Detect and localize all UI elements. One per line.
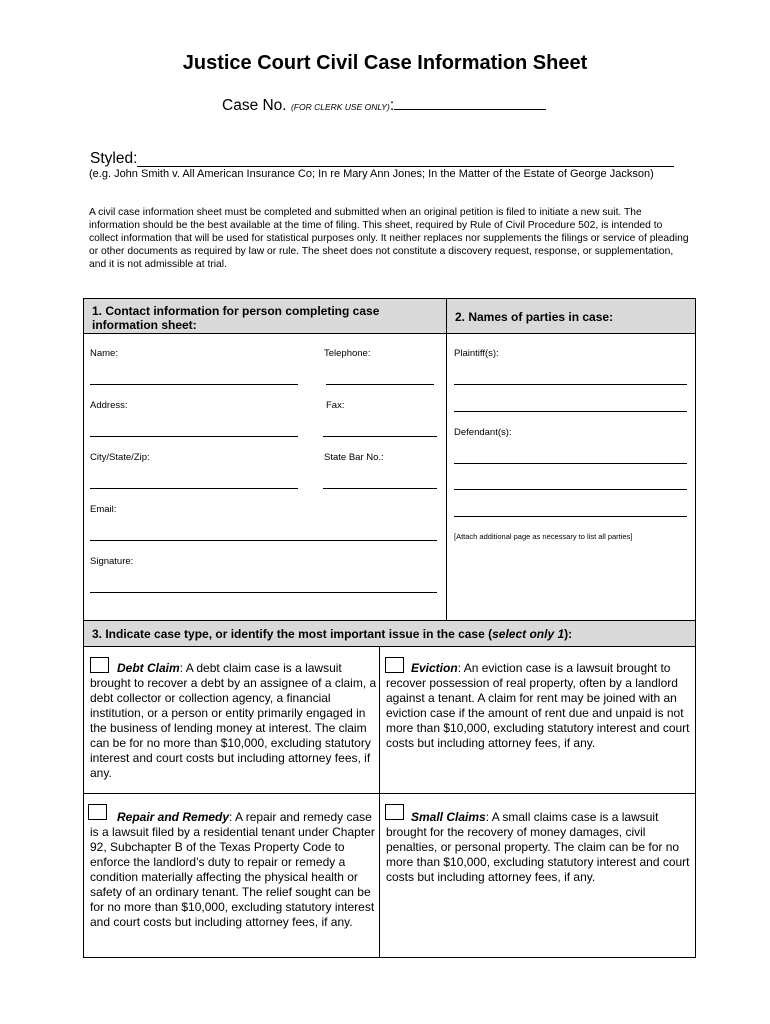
name-field[interactable] — [90, 384, 298, 385]
plaintiff-field-2[interactable] — [454, 411, 687, 412]
defendant-field-1[interactable] — [454, 463, 687, 464]
debt-claim-description — [90, 661, 377, 781]
debt-claim-text: : A debt claim case is a lawsuit brought to recover a debt by an assignee of a claim, a debt collector or collection agency, a financial institution, or a person or entity primarily engaged in the business of lending money at interest. The claim can be for no more than $10,000, excluding statutory interest and court costs but including attorney fees, if any. — [90, 661, 377, 780]
small-claims-text: : A small claims case is a lawsuit brought for the recovery of money damages, civil penalties, or personal property. The claim can be for no more than $10,000, excluding statutory interest and court costs but including attorney fees, if any. — [386, 810, 690, 884]
email-field[interactable] — [90, 540, 437, 541]
plaintiffs-label: Plaintiff(s): — [454, 348, 499, 359]
address-label: Address: — [90, 400, 128, 411]
case-number-row — [222, 95, 546, 115]
intro-paragraph: A civil case information sheet must be completed and submitted when an original petition is filed to initiate a new suit. The information should be the best available at the time of filing. This sheet, required by Rule of Civil Procedure 502, is intended to collect information that will be used for statistical purposes only. It neither replaces nor supplements the filings or service of pleading or other documents as required by law or rule. The sheet does not constitute a discovery request, response, or supplementation, and it is not admissible at trial. — [89, 207, 689, 270]
page-title: Justice Court Civil Case Information Sheet — [182, 52, 588, 74]
small-claims-name: Small Claims — [411, 810, 486, 824]
styled-label: Styled: — [90, 150, 138, 167]
eviction-description — [386, 661, 691, 751]
telephone-label: Telephone: — [324, 348, 371, 359]
case-number-colon: : — [389, 97, 395, 114]
section3-header-text: 3. Indicate case type, or identify the most important issue in the case ( — [92, 627, 493, 641]
defendants-label: Defendant(s): — [454, 427, 512, 438]
attach-note: [Attach additional page as necessary to list all parties] — [454, 532, 633, 541]
section-divider — [446, 299, 447, 621]
address-field[interactable] — [90, 436, 298, 437]
email-label: Email: — [90, 504, 117, 515]
defendant-field-2[interactable] — [454, 489, 687, 490]
small-claims-description — [386, 810, 691, 885]
telephone-field[interactable] — [326, 384, 434, 385]
defendant-field-3[interactable] — [454, 516, 687, 517]
repair-remedy-description — [90, 810, 377, 930]
state-bar-field[interactable] — [323, 488, 437, 489]
section3-header-divider — [84, 646, 695, 647]
state-bar-label: State Bar No.: — [324, 452, 384, 463]
repair-remedy-name: Repair and Remedy — [117, 810, 230, 824]
case-number-field[interactable] — [394, 95, 546, 110]
city-field[interactable] — [90, 488, 298, 489]
section1-header: 1. Contact information for person completing case information sheet: — [84, 299, 446, 334]
eviction-text: : An eviction case is a lawsuit brought to recover possession of real property, often by a landlord against a tenant. A claim for rent may be joined with an eviction case if the amount of rent due and unpaid is not more than $10,000, excluding statutory interest and court costs but including attorney fees, if any. — [386, 661, 690, 750]
city-label: City/State/Zip: — [90, 452, 150, 463]
case-type-hdivider — [84, 793, 695, 794]
eviction-name: Eviction — [411, 661, 458, 675]
section3-header-end: ): — [564, 627, 573, 641]
header-divider — [84, 333, 695, 334]
name-label: Name: — [90, 348, 118, 359]
plaintiff-field-1[interactable] — [454, 384, 687, 385]
styled-example: (e.g. John Smith v. All American Insurance Co; In re Mary Ann Jones; In the Matter of the Estate of George Jackson) — [89, 168, 654, 180]
debt-claim-name: Debt Claim — [117, 661, 180, 675]
case-type-vdivider — [379, 646, 380, 957]
signature-field[interactable] — [90, 592, 437, 593]
repair-remedy-text: : A repair and remedy case is a lawsuit filed by a residential tenant under Chapter 92, Subchapter B of the Texas Property Code to enforce the landlord’s duty to repair or remedy a condition materially affecting the physical health or safety of an ordinary tenant. The relief sought can be for no more than $10,000, excluding statutory interest and court costs but including attorney fees, if any. — [90, 810, 375, 929]
fax-label: Fax: — [326, 400, 345, 411]
select-only-note: select only 1 — [492, 627, 565, 641]
signature-label: Signature: — [90, 556, 134, 567]
section2-header: 2. Names of parties in case: — [447, 299, 695, 334]
styled-field[interactable] — [137, 166, 674, 167]
clerk-use-note: (FOR CLERK USE ONLY) — [290, 102, 390, 112]
section3-header — [84, 621, 695, 646]
case-number-label: Case No. — [222, 97, 287, 114]
fax-field[interactable] — [323, 436, 437, 437]
